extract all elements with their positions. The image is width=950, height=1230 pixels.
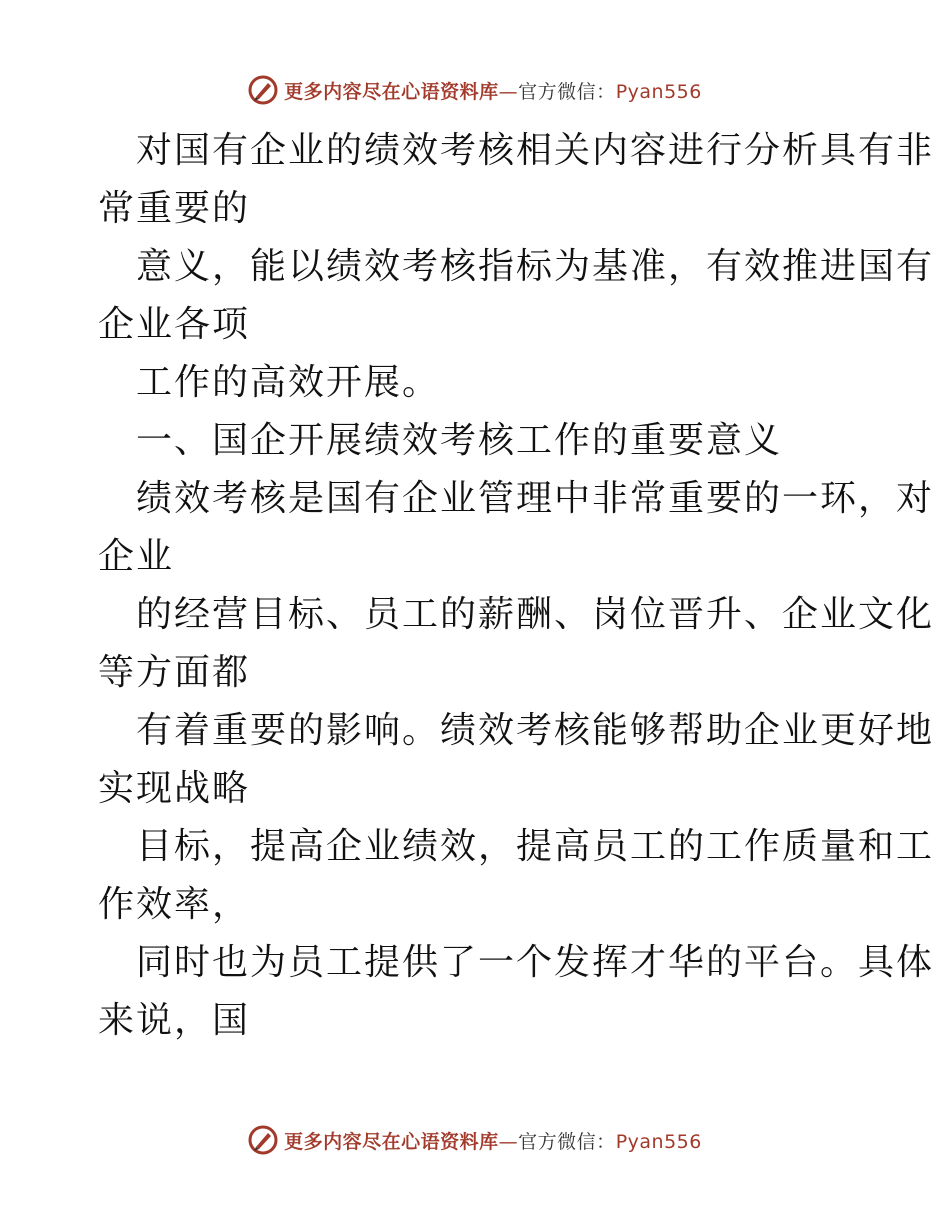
watermark-dash: — — [498, 80, 519, 103]
pen-logo-icon — [248, 1125, 278, 1155]
footer-watermark — [0, 1120, 950, 1160]
paragraph-line: 同时也为员工提供了一个发挥才华的平台。具体 — [136, 942, 935, 983]
watermark-official: 官方微信： — [518, 1130, 616, 1153]
paragraph-line: 实现战略 — [98, 768, 251, 809]
paragraph-line: 的经营目标、员工的薪酬、岗位晋升、企业文化 — [136, 594, 935, 635]
paragraph-line: 来说，国 — [98, 1000, 251, 1041]
watermark-id: Pyan556 — [615, 1130, 702, 1153]
paragraph-line: 常重要的 — [98, 188, 251, 229]
paragraph-line: 企业各项 — [98, 304, 251, 345]
paragraph-line: 意义，能以绩效考核指标为基准，有效推进国有 — [136, 246, 935, 287]
paragraph-line: 等方面都 — [98, 652, 251, 693]
paragraph-line: 企业 — [98, 536, 175, 577]
header-watermark — [0, 70, 950, 110]
section-heading: 一、国企开展绩效考核工作的重要意义 — [136, 420, 783, 461]
paragraph-line: 有着重要的影响。绩效考核能够帮助企业更好地 — [136, 710, 935, 751]
paragraph-line: 目标，提高企业绩效，提高员工的工作质量和工 — [136, 826, 935, 867]
watermark-id: Pyan556 — [615, 80, 702, 103]
watermark-text — [284, 77, 702, 104]
paragraph-line: 绩效考核是国有企业管理中非常重要的一环，对 — [136, 478, 935, 519]
watermark-site: 更多内容尽在心语资料库 — [284, 80, 499, 103]
watermark-site: 更多内容尽在心语资料库 — [284, 1130, 499, 1153]
paragraph-line: 对国有企业的绩效考核相关内容进行分析具有非 — [136, 130, 935, 171]
watermark-official: 官方微信： — [518, 80, 616, 103]
paragraph-line: 工作的高效开展。 — [136, 362, 441, 403]
watermark-text — [284, 1127, 702, 1154]
pen-logo-icon — [248, 75, 278, 105]
watermark-dash: — — [498, 1130, 519, 1153]
paragraph-line: 作效率， — [98, 884, 251, 925]
document-body — [98, 122, 935, 1050]
